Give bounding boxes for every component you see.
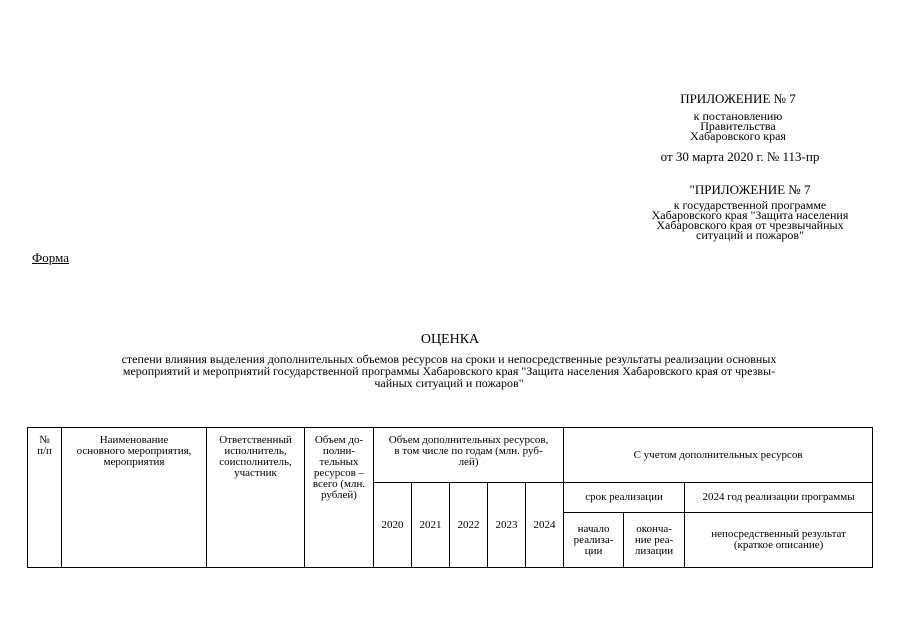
year-2021: 2021	[412, 483, 450, 568]
header-responsible: Ответственный исполнитель, соисполнитель, участник	[207, 428, 305, 568]
header-year-program: 2024 год реализации программы	[685, 483, 873, 513]
header-result: непосредственный результат (краткое описание)	[685, 513, 873, 568]
subtitle-line: чайных ситуаций и пожаров"	[374, 376, 524, 390]
appendix2-line: к государственной программе	[673, 198, 827, 212]
header-years-resources: Объем дополнительных ресурсов, в том числе по годам (млн. руб- лей)	[374, 428, 564, 483]
year-2023: 2023	[488, 483, 526, 568]
header-end: оконча- ние реа- лизации	[624, 513, 685, 568]
assessment-table	[27, 427, 873, 568]
year-2024: 2024	[526, 483, 564, 568]
header-with-resources: С учетом дополнительных ресурсов	[564, 428, 873, 483]
appendix1-date: от 30 марта 2020 г. № 113-пр	[660, 149, 820, 164]
appendix2-line: Хабаровского края "Защита населения	[651, 208, 849, 222]
header-total-resources: Объем до- полни- тельных ресурсов – всего (млн. рублей)	[305, 428, 374, 568]
header-start: начало реализа- ции	[564, 513, 624, 568]
subtitle-line: степени влияния выделения дополнительных объемов ресурсов на сроки и непосредственные результаты реализации основных	[121, 352, 777, 366]
appendix2-title: "ПРИЛОЖЕНИЕ № 7	[689, 182, 811, 197]
document-title: ОЦЕНКА	[420, 332, 480, 347]
header-num: № п/п	[28, 428, 62, 568]
appendix1-text	[638, 111, 838, 141]
form-label: Форма	[32, 250, 69, 265]
header-name: Наименование основного мероприятия, мероприятия	[62, 428, 207, 568]
appendix1-line: к постановлению	[693, 109, 783, 123]
appendix2-text	[605, 200, 895, 240]
appendix1-line: Правительства	[700, 119, 776, 133]
document-subtitle	[25, 353, 873, 389]
year-2020: 2020	[374, 483, 412, 568]
appendix1-title: ПРИЛОЖЕНИЕ № 7	[680, 91, 796, 106]
appendix1-line: Хабаровского края	[690, 129, 786, 143]
appendix2-line: Хабаровского края от чрезвычайных	[656, 218, 844, 232]
year-2022: 2022	[450, 483, 488, 568]
subtitle-line: мероприятий и мероприятий государственной программы Хабаровского края "Защита населения Хабаровского края от чрезвы-	[122, 364, 776, 378]
appendix2-line: ситуаций и пожаров"	[696, 228, 804, 242]
header-term: срок реализации	[564, 483, 685, 513]
